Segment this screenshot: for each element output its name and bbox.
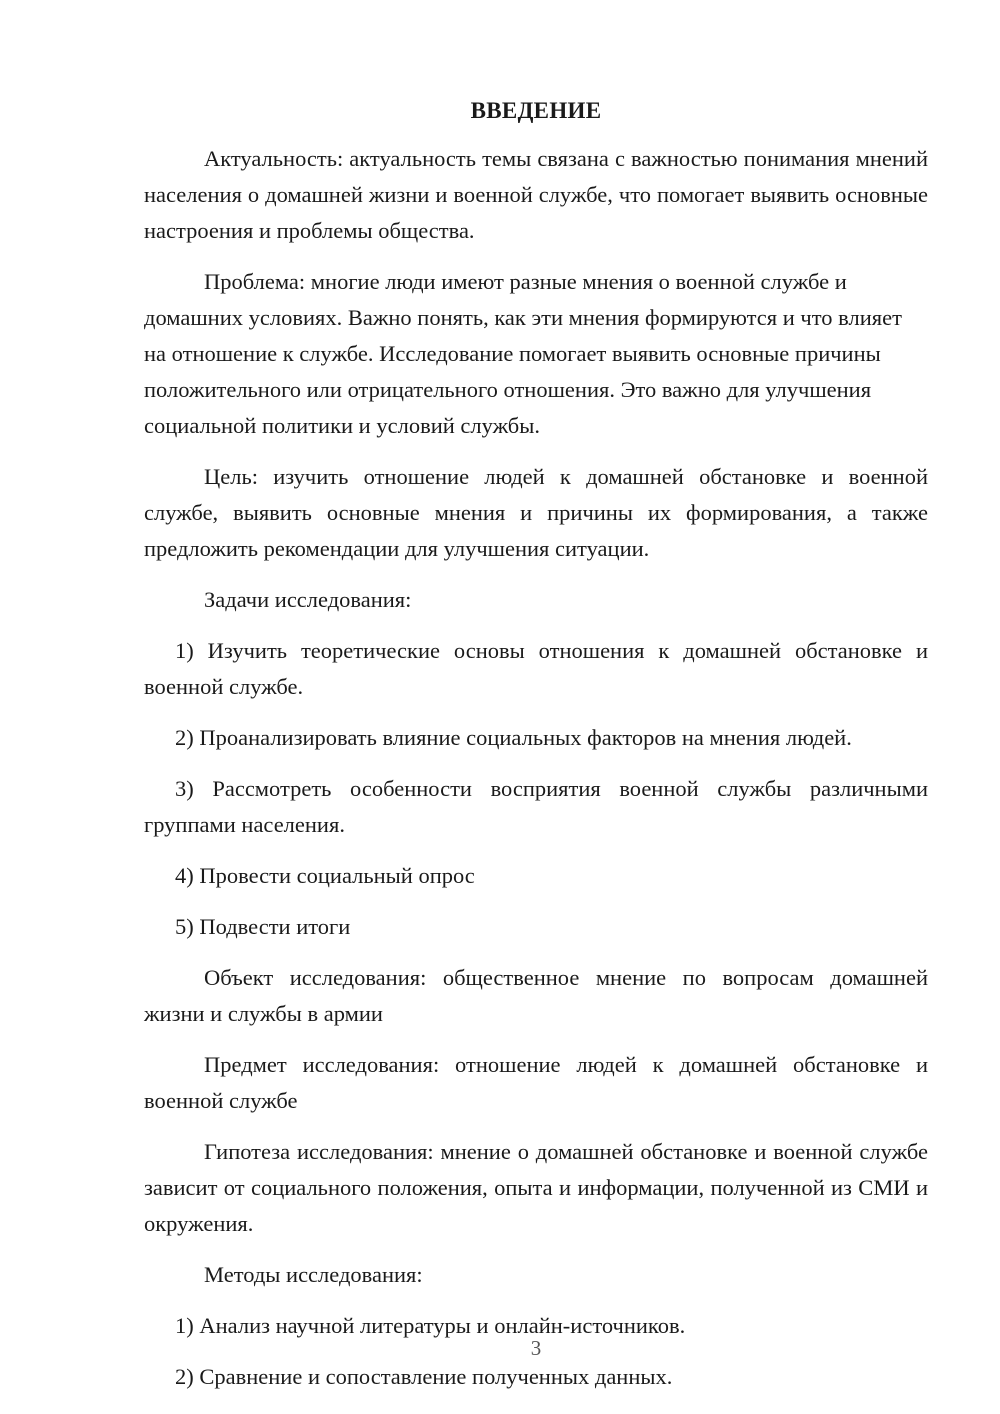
document-body (144, 141, 928, 1410)
page-title: ВВЕДЕНИЕ (470, 98, 602, 123)
paragraph-relevance: Актуальность: актуальность темы связана с важностью понимания мнений населения о домашней жизни и военной службе, что помогает выявить основные настроения и проблемы общества. (144, 146, 928, 243)
tasks-heading: Задачи исследования: (204, 587, 412, 612)
paragraph-goal: Цель: изучить отношение людей к домашней обстановке и военной службе, выявить основные мнения и причины их формирования, а также предложить рекомендации для улучшения ситуации. (144, 464, 928, 561)
document-page (144, 0, 928, 1414)
method-item-2: 2) Сравнение и сопоставление полученных данных. (175, 1364, 673, 1389)
paragraph-hypothesis: Гипотеза исследования: мнение о домашней обстановке и военной службе зависит от социального положения, опыта и информации, полученной из СМИ и окружения. (144, 1139, 928, 1236)
task-item-3: 3) Рассмотреть особенности восприятия военной службы различными группами населения. (144, 776, 928, 837)
methods-heading: Методы исследования: (204, 1262, 423, 1287)
method-item-1: 1) Анализ научной литературы и онлайн-источников. (175, 1313, 686, 1338)
paragraph-subject: Предмет исследования: отношение людей к домашней обстановке и военной службе (144, 1052, 928, 1113)
page-number: 3 (530, 1336, 542, 1360)
task-item-4: 4) Провести социальный опрос (175, 863, 475, 888)
task-item-1: 1) Изучить теоретические основы отношения к домашней обстановке и военной службе. (144, 638, 928, 699)
task-item-2: 2) Проанализировать влияние социальных факторов на мнения людей. (175, 725, 852, 750)
paragraph-problem: Проблема: многие люди имеют разные мнения о военной службе и домашних условиях. Важно понять, как эти мнения формируются и что влияет на отношение к службе. Исследование помогает выявить основные причины положительного или отрицательного отношения. Это важно для улучшения социальной политики и условий службы. (144, 269, 902, 438)
task-item-5: 5) Подвести итоги (175, 914, 351, 939)
paragraph-object: Объект исследования: общественное мнение по вопросам домашней жизни и службы в армии (144, 965, 928, 1026)
